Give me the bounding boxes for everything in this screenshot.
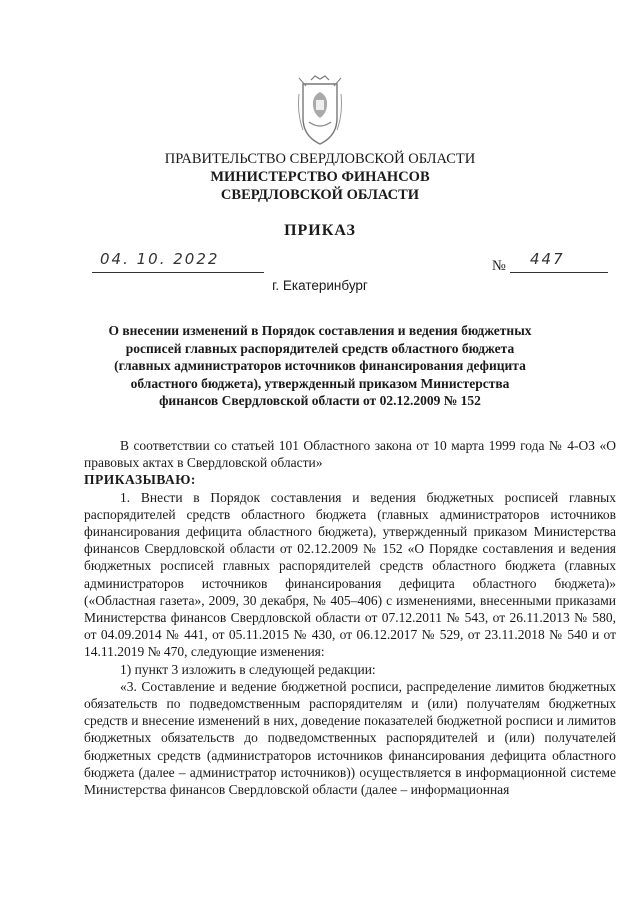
- document-body: [84, 437, 616, 798]
- quoted-paragraph: «3. Составление и ведение бюджетной росписи, распределение лимитов бюджетных обязательств по подведомственным распорядителям и (или) получателям бюджетных средств и внесение изменений в них, доведение показателей бюджетной росписи и лимитов бюджетных обязательств до подведомственных распорядителей и (или) получателей бюджетных средств (администраторов источников финансирования дефицита областного бюджета (далее – администратор источников)) осуществляется в информационной системе Министерства финансов Свердловской области (далее – информационная: [84, 678, 616, 798]
- city-line: г. Екатеринбург: [272, 278, 368, 293]
- ministry-name: МИНИСТЕРСТВО ФИНАНСОВ: [210, 169, 430, 185]
- number-label: №: [492, 258, 506, 274]
- order-keyword: ПРИКАЗЫВАЮ:: [84, 472, 196, 488]
- coat-of-arms-emblem: [297, 74, 343, 146]
- subitem-1-paragraph: 1) пункт 3 изложить в следующей редакции:: [120, 661, 376, 677]
- document-number: 447: [530, 250, 565, 268]
- document-date: 04. 10. 2022: [100, 250, 220, 268]
- government-name: ПРАВИТЕЛЬСТВО СВЕРДЛОВСКОЙ ОБЛАСТИ: [164, 151, 476, 167]
- item-1-paragraph: 1. Внести в Порядок составления и ведения бюджетных росписей главных распорядителей средств областного бюджета (главных администраторов источников финансирования дефицита областного бюджета), утвержденный приказом Министерства финансов Свердловской области от 02.12.2009 № 152 «О Порядке составления и ведения бюджетных росписей главных распорядителей средств областного бюджета (главных администраторов источников финансирования дефицита областного бюджета)» («Областная газета», 2009, 30 декабря, № 405–406) с изменениями, внесенными приказами Министерства финансов Свердловской области от 07.12.2011 № 543, от 26.11.2013 № 580, от 04.09.2014 № 441, от 05.11.2015 № 430, от 06.12.2017 № 529, от 23.11.2018 № 540 и от 14.11.2019 № 470, следующие изменения:: [84, 489, 616, 660]
- order-subject: О внесении изменений в Порядок составления и ведения бюджетных росписей главных распорядителей средств областного бюджета (главных администраторов источников финансирования дефицита областного бюджета), утвержденный приказом Министерства финансов Свердловской области от 02.12.2009 № 152: [108, 323, 532, 408]
- region-name: СВЕРДЛОВСКОЙ ОБЛАСТИ: [220, 187, 420, 203]
- document-type-title: ПРИКАЗ: [284, 222, 356, 239]
- intro-paragraph: В соответствии со статьей 101 Областного закона от 10 марта 1999 года № 4-ОЗ «О правовых актах в Свердловской области»: [84, 438, 616, 471]
